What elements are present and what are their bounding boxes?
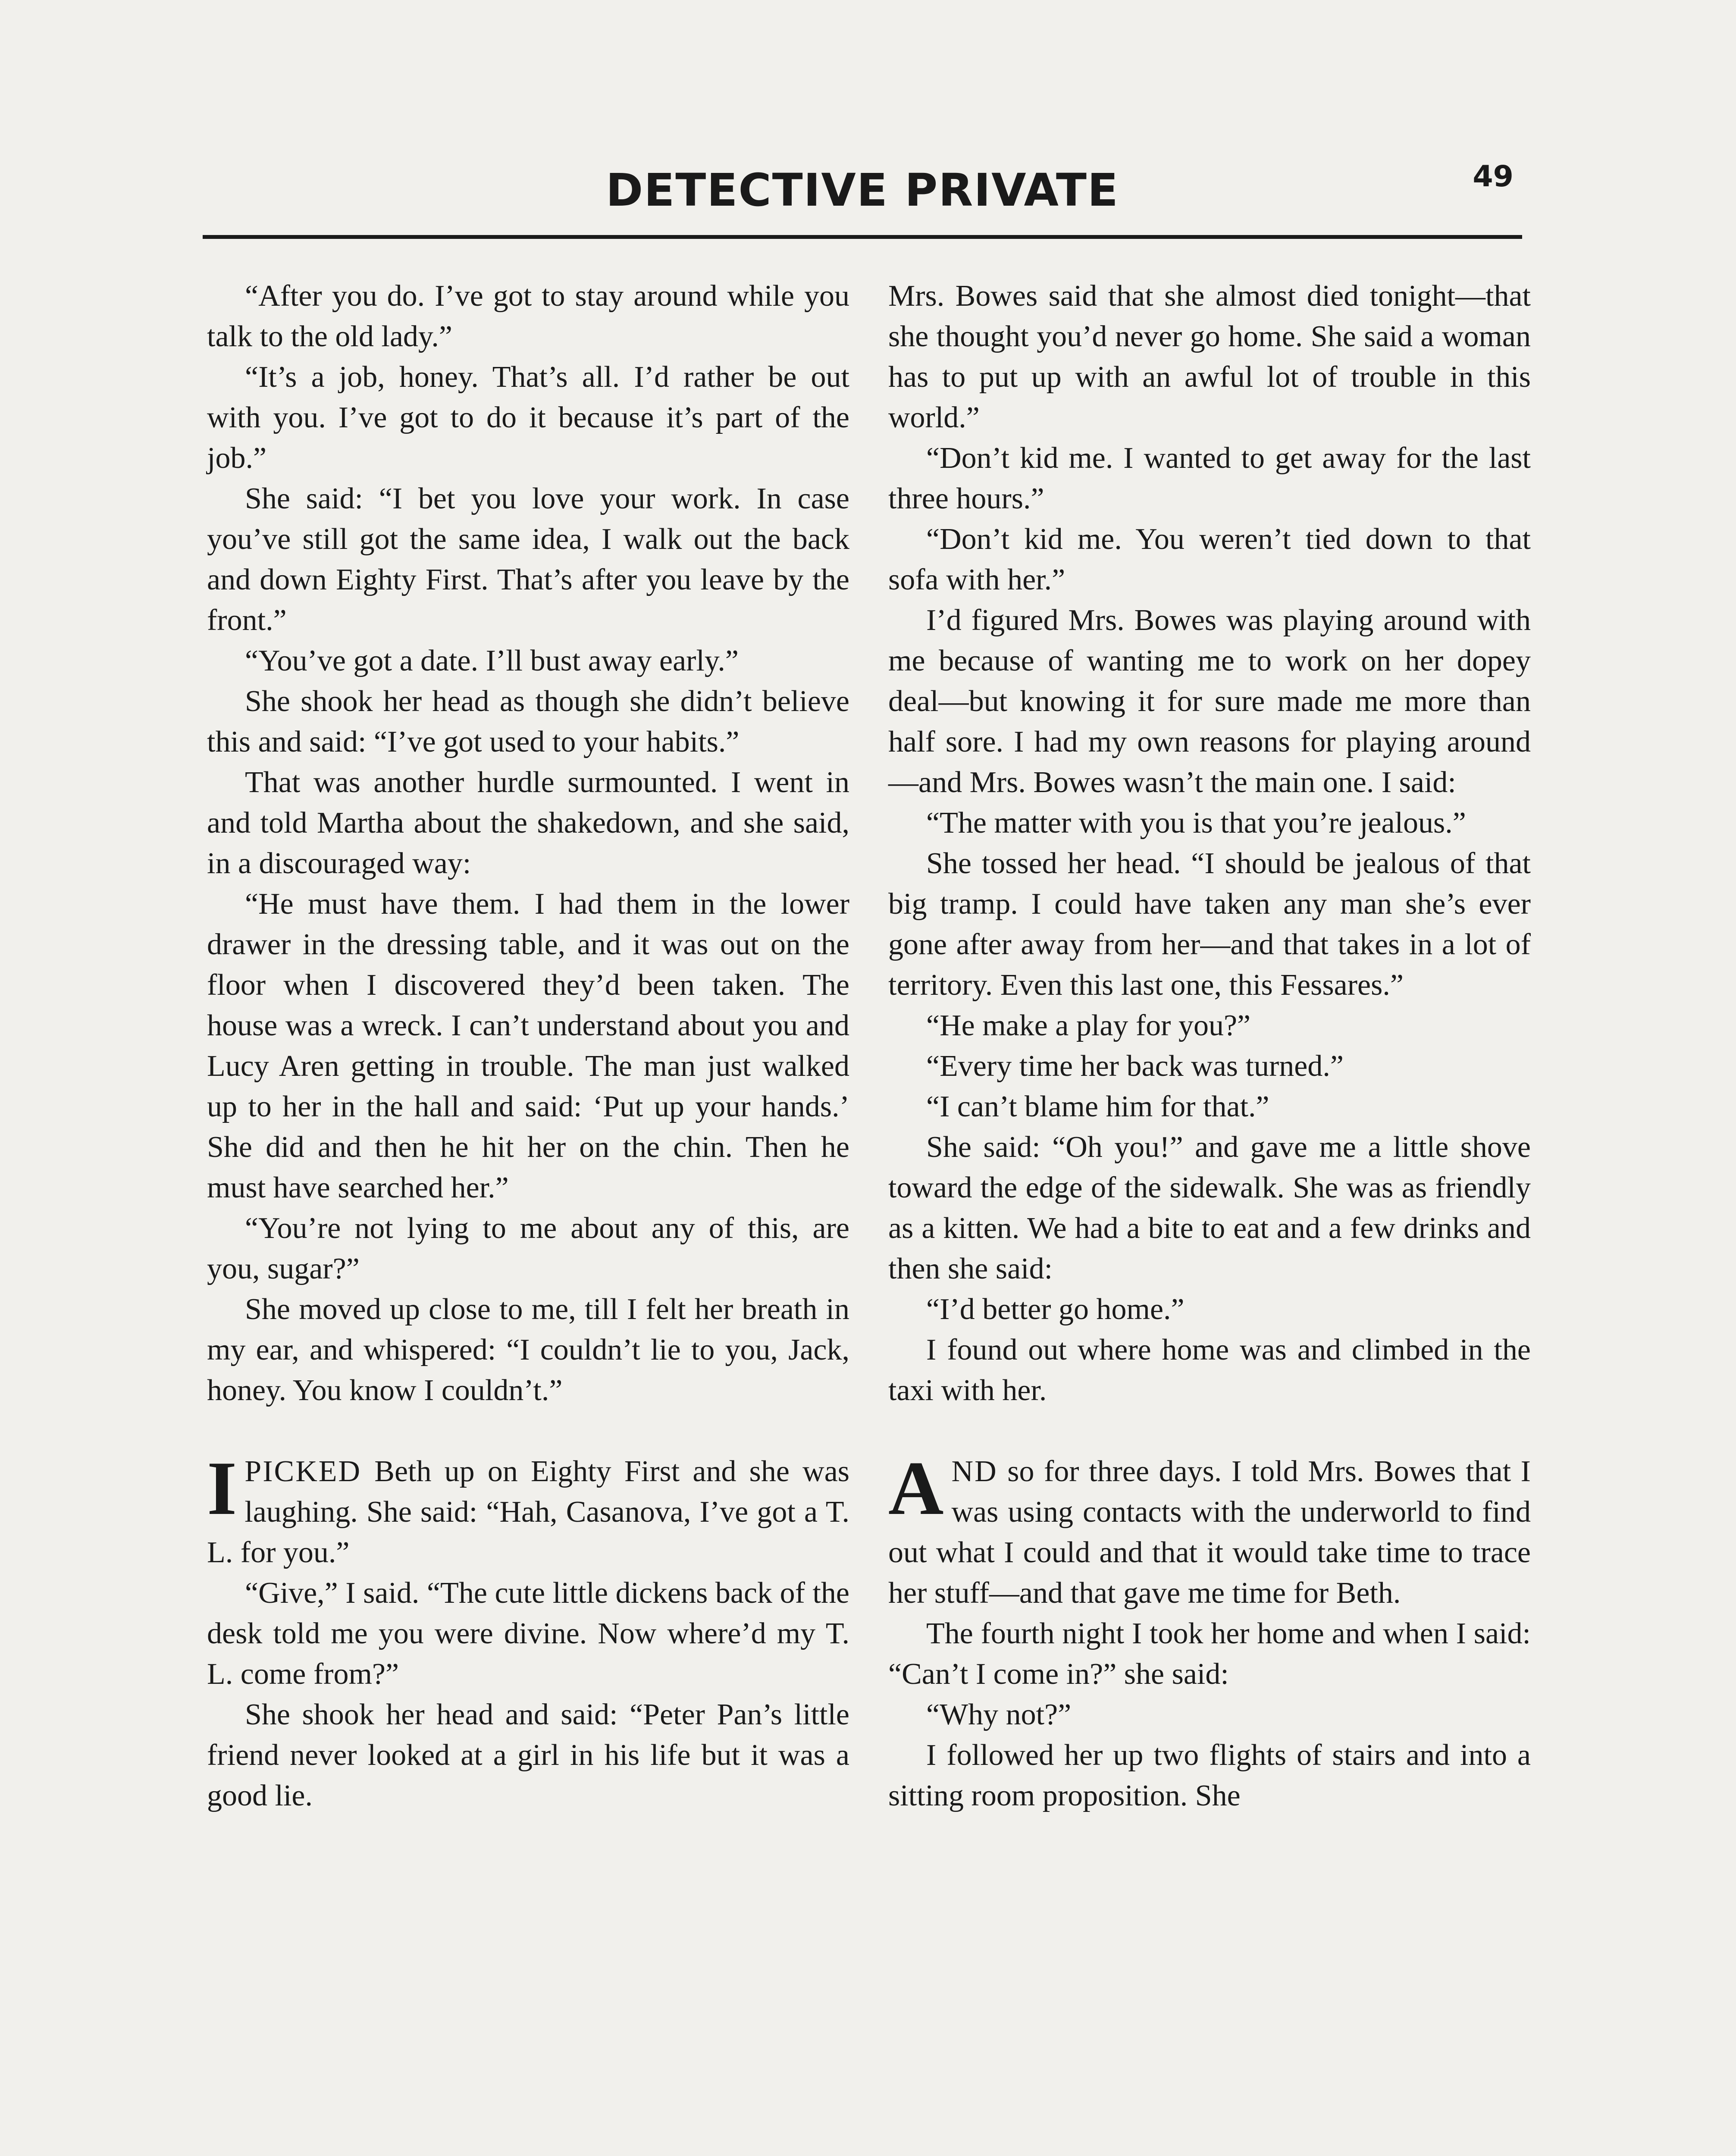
- paragraph: “He make a play for you?”: [926, 1009, 1251, 1042]
- right-column: [888, 276, 1531, 1816]
- paragraph: I’d figured Mrs. Bowes was playing around with me because of wanting me to work on her dopey deal—but knowing it for sure made me more than half sore. I had my own reasons for playing around—and Mrs. Bowes wasn’t the main one. I said:: [888, 604, 1531, 799]
- paragraph: “It’s a job, honey. That’s all. I’d rather be out with you. I’ve got to do it because it’s part of the job.”: [207, 360, 849, 475]
- left-column: [207, 276, 849, 1816]
- paragraph: “You’ve got a date. I’ll bust away early.”: [245, 644, 739, 677]
- paragraph: “After you do. I’ve got to stay around while you talk to the old lady.”: [207, 279, 849, 353]
- section-text: Beth up on Eighty First and she was laughing. She said: “Hah, Casanova, I’ve got a T. L. for you.”: [207, 1455, 849, 1569]
- paragraph: “The matter with you is that you’re jealous.”: [926, 806, 1466, 840]
- paragraph: I found out where home was and climbed in the taxi with her.: [888, 1333, 1531, 1407]
- paragraph: “Don’t kid me. I wanted to get away for the last three hours.”: [888, 442, 1531, 515]
- drop-cap: A: [888, 1445, 944, 1531]
- lead-in-caps: PICKED: [244, 1455, 362, 1488]
- paragraph: She tossed her head. “I should be jealous of that big tramp. I could have taken any man she’s ever gone after away from her—and that takes in a lot of territory. Even this last one, this Fessares.”: [888, 847, 1531, 1002]
- paragraph: “You’re not lying to me about any of this, are you, sugar?”: [207, 1212, 849, 1285]
- paragraph: The fourth night I took her home and when I said: “Can’t I come in?” she said:: [888, 1617, 1531, 1691]
- continued-paragraph: Mrs. Bowes said that she almost died tonight—that she thought you’d never go home. She said a woman has to put up with an awful lot of trouble in this world.”: [888, 279, 1531, 434]
- paragraph: She moved up close to me, till I felt her breath in my ear, and whispered: “I couldn’t lie to you, Jack, honey. You know I couldn’t.”: [207, 1293, 849, 1407]
- section-opening-paragraph: [207, 1445, 849, 1573]
- paragraph: She shook her head as though she didn’t believe this and said: “I’ve got used to your habits.”: [207, 685, 849, 758]
- paragraph: “He must have them. I had them in the lower drawer in the dressing table, and it was out on the floor when I discovered they’d been taken. The house was a wreck. I can’t understand about you and Lucy Aren getting in trouble. The man just walked up to her in the hall and said: ‘Put up your hands.’ She did and then he hit her on the chin. Then he must have searched her.”: [207, 887, 849, 1204]
- page-number: 49: [1473, 160, 1514, 194]
- paragraph: “Every time her back was turned.”: [926, 1050, 1344, 1083]
- paragraph: “Why not?”: [926, 1698, 1072, 1731]
- paragraph: She shook her head and said: “Peter Pan’s little friend never looked at a girl in his life but it was a good lie.: [207, 1698, 849, 1812]
- drop-cap: I: [207, 1445, 237, 1531]
- paragraph: “I can’t blame him for that.”: [926, 1090, 1269, 1123]
- page-header: [203, 155, 1522, 224]
- paragraph: She said: “I bet you love your work. In case you’ve still got the same idea, I walk out the back and down Eighty First. That’s after you leave by the front.”: [207, 482, 849, 637]
- running-title: DETECTIVE PRIVATE: [606, 164, 1119, 216]
- paragraph: She said: “Oh you!” and gave me a little shove toward the edge of the sidewalk. She was as friendly as a kitten. We had a bite to eat and a few drinks and then she said:: [888, 1131, 1531, 1285]
- paragraph: “Give,” I said. “The cute little dickens back of the desk told me you were divine. Now where’d my T. L. come from?”: [207, 1576, 849, 1691]
- paragraph: That was another hurdle surmounted. I went in and told Martha about the shakedown, and she said, in a discouraged way:: [207, 766, 849, 880]
- paragraph: I followed her up two flights of stairs and into a sitting room proposition. She: [888, 1739, 1531, 1812]
- paragraph: “Don’t kid me. You weren’t tied down to that sofa with her.”: [888, 523, 1531, 596]
- section-opening-paragraph: [888, 1445, 1531, 1614]
- section-text: so for three days. I told Mrs. Bowes that I was using contacts with the underworld to find out what I could and that it would take time to trace her stuff—and that gave me time for Beth.: [888, 1455, 1531, 1610]
- header-rule: [203, 235, 1522, 239]
- paragraph: “I’d better go home.”: [926, 1293, 1184, 1326]
- lead-in-caps: ND: [951, 1455, 998, 1488]
